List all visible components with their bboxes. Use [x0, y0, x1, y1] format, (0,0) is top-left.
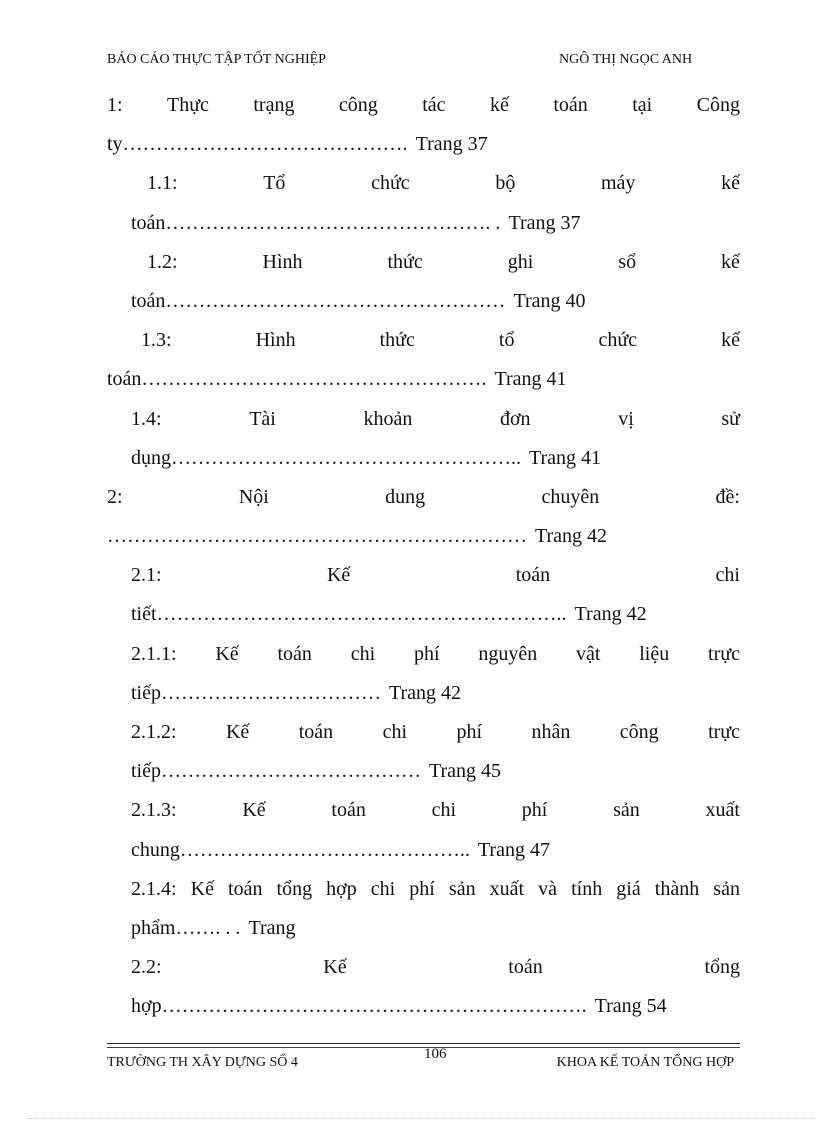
toc-leader-text: chung…………………………………….. [131, 838, 470, 861]
footer-rule [107, 1043, 740, 1044]
toc-word: toán [331, 799, 366, 822]
toc-leader-text: toán…………………………………………. . [131, 211, 501, 234]
toc-word: phí [409, 877, 435, 900]
toc-word: khoản [363, 407, 413, 430]
toc-entry-title [107, 948, 740, 987]
toc-entry-title [107, 478, 740, 517]
toc-word: tính [571, 877, 603, 900]
toc-entry-leader [107, 125, 740, 164]
toc-word: Công [696, 94, 740, 116]
toc-word: thức [379, 329, 415, 352]
toc-word: đơn [499, 407, 531, 430]
toc-word: thành [654, 877, 700, 900]
toc-word: tổng [704, 956, 740, 979]
toc-word: phí [413, 642, 440, 665]
toc-entry-leader [107, 987, 740, 1026]
toc-word: 1: [107, 94, 123, 116]
toc-entry-leader [107, 909, 740, 948]
toc-word: dung [385, 485, 426, 508]
page-edge-dots [28, 1118, 816, 1119]
toc-word: 2.1.3: [131, 799, 177, 822]
toc-word: sổ [618, 250, 637, 273]
toc-page-ref: Trang 41 [494, 368, 567, 391]
toc-word: chức [598, 329, 638, 352]
toc-word: tại [632, 94, 653, 116]
department-name: KHOA KẾ TOÁN TỔNG HỢP [556, 1055, 734, 1070]
toc-word: toán [515, 564, 551, 587]
toc-leader-text: tiếp…………………………… [131, 681, 381, 704]
toc-word: kế [721, 250, 740, 273]
toc-word: chi [370, 877, 396, 900]
toc-word: 1.3: [141, 329, 172, 352]
toc-page-ref: Trang 47 [477, 838, 550, 861]
toc-word: Hình [255, 329, 296, 352]
toc-word: 2.2: [131, 956, 162, 979]
school-name: TRƯỜNG TH XÂY DỰNG SỐ 4 [107, 1055, 298, 1070]
toc-word: Nội [238, 485, 269, 508]
toc-entry-leader [107, 831, 740, 870]
toc-word: 2.1.1: [131, 642, 177, 665]
toc-leader-text: hợp………………………………………………………. [131, 995, 587, 1018]
toc-word: sản [713, 877, 740, 900]
toc-word: công [338, 94, 378, 116]
toc-word: xuất [489, 877, 525, 900]
toc-word: ghi [507, 250, 534, 273]
page-header [107, 52, 740, 74]
toc-leader-text: toán…………………………………………… [131, 289, 506, 312]
toc-entry-title [107, 635, 740, 674]
toc-word: chi [715, 564, 740, 587]
toc-word: chi [350, 642, 376, 665]
toc-word: liệu [639, 642, 670, 665]
toc-word: phí [456, 721, 483, 743]
toc-word: 2.1.2: [131, 721, 177, 743]
toc-word: 2.1.4: [131, 877, 177, 900]
toc-word: 2: [107, 485, 123, 508]
toc-leader-text: tiết…………………………………………………….. [131, 603, 567, 626]
toc-word: máy [601, 172, 636, 195]
toc-leader-text: ty……………………………………. [107, 133, 408, 156]
toc-entry-title [107, 400, 740, 439]
toc-page-ref: Trang 41 [529, 446, 602, 469]
toc-word: Hình [262, 250, 303, 273]
toc-word: toán [228, 877, 263, 900]
toc-word: chức [371, 172, 410, 195]
toc-leader-text: ……………………………………………………… [107, 525, 527, 548]
toc-page-ref: Trang 42 [574, 603, 647, 626]
toc-word: sản [613, 799, 640, 822]
toc-word: nhân [531, 721, 571, 743]
toc-entry-title [107, 791, 740, 830]
toc-word: 1.4: [131, 407, 162, 430]
toc-word: vị [618, 407, 634, 430]
toc-leader-text: tiếp………………………………… [131, 760, 421, 783]
toc-entry-title [107, 870, 740, 909]
toc-word: bộ [495, 172, 516, 195]
toc-word: chi [382, 721, 408, 743]
toc-word: chuyên [541, 485, 600, 508]
toc-word: toán [277, 642, 312, 665]
toc-word: tổng [276, 877, 313, 900]
toc-page-ref: Trang 37 [415, 133, 488, 156]
toc-word: toán [508, 956, 543, 979]
toc-leader-text: phẩm……. . . [131, 916, 241, 939]
toc-word: trạng [253, 94, 295, 116]
toc-word: trực [708, 721, 740, 743]
toc-word: vật [576, 642, 601, 665]
toc-word: toán [298, 721, 334, 743]
toc-word: 1.1: [147, 172, 178, 195]
toc-word: đề: [715, 485, 740, 508]
toc-leader-text: dụng…………………………………………….. [131, 446, 521, 469]
toc-page-ref: Trang [248, 916, 296, 939]
toc-word: và [538, 877, 558, 900]
report-title: BÁO CÁO THỰC TẬP TỐT NGHIỆP [107, 52, 326, 67]
toc-word: Kế [190, 877, 214, 900]
toc-word: nguyên [478, 642, 538, 665]
page-footer [107, 1046, 740, 1076]
toc-word: sản [448, 877, 476, 900]
toc-word: Tổ [263, 172, 286, 195]
toc-word: sử [721, 407, 740, 430]
toc-word: Kế [215, 642, 239, 665]
toc-word: kế [721, 329, 740, 352]
toc-word: Tài [249, 407, 276, 430]
toc-word: kế [721, 172, 740, 195]
toc-page-ref: Trang 45 [429, 760, 502, 783]
toc-entry-leader [107, 595, 740, 634]
toc-entry-title [107, 713, 740, 752]
table-of-contents [107, 86, 740, 1027]
toc-word: Kế [323, 956, 347, 979]
author-name: NGÔ THỊ NGỌC ANH [559, 52, 693, 67]
toc-page-ref: Trang 42 [389, 681, 462, 704]
toc-word: Thực [167, 94, 209, 116]
toc-word: xuất [705, 799, 740, 822]
toc-entry-leader [107, 360, 740, 399]
toc-word: Kế [242, 799, 266, 822]
toc-word: tác [422, 94, 446, 116]
toc-page-ref: Trang 42 [535, 525, 608, 548]
toc-word: phí [521, 799, 548, 822]
toc-entry-leader [107, 204, 740, 243]
toc-entry-leader [107, 517, 740, 556]
toc-entry-title [107, 243, 740, 282]
toc-page-ref: Trang 40 [513, 289, 586, 312]
toc-leader-text: toán……………………………………………. [107, 368, 487, 391]
toc-word: thức [387, 250, 423, 273]
toc-page-ref: Trang 37 [508, 211, 581, 234]
page-number: 106 [424, 1046, 447, 1062]
toc-word: toán [553, 94, 588, 116]
toc-entry-title [107, 556, 740, 595]
toc-page-ref: Trang 54 [594, 995, 667, 1018]
toc-entry-leader [107, 752, 740, 791]
toc-word: kế [489, 94, 509, 116]
toc-entry-leader [107, 674, 740, 713]
toc-word: giá [616, 877, 641, 900]
toc-word: Kế [326, 564, 351, 587]
toc-word: trực [708, 642, 740, 665]
toc-entry-leader [107, 282, 740, 321]
toc-entry-title [107, 164, 740, 203]
toc-word: chi [431, 799, 457, 822]
toc-entry-title [107, 321, 740, 360]
toc-word: công [619, 721, 659, 743]
toc-word: tổ [498, 329, 515, 352]
toc-word: 2.1: [131, 564, 162, 587]
toc-word: hợp [326, 877, 357, 900]
toc-word: 1.2: [147, 250, 178, 273]
toc-entry-title [107, 86, 740, 125]
toc-entry-leader [107, 439, 740, 478]
toc-word: Kế [225, 721, 250, 743]
